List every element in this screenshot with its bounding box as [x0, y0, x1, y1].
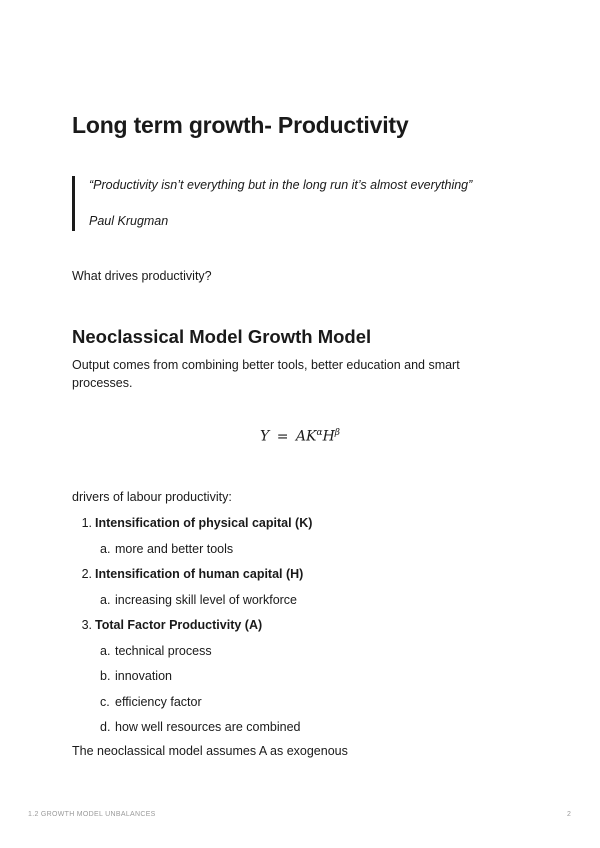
driver-subitem-text: more and better tools — [115, 541, 234, 556]
formula-human-capital-symbol: H — [322, 428, 335, 445]
driver-subitem — [100, 593, 297, 607]
driver-subitem — [100, 669, 172, 683]
question-paragraph: What drives productivity? — [72, 269, 212, 283]
driver-subitem-text: innovation — [115, 669, 172, 683]
quote-block — [72, 176, 532, 231]
page-title: Long term growth- Productivity — [72, 112, 409, 138]
driver-item-marker: 1. — [81, 516, 92, 530]
driver-subitem — [100, 695, 202, 709]
driver-item — [72, 618, 262, 632]
driver-item-marker: 3. — [81, 618, 92, 632]
driver-item — [72, 516, 312, 530]
driver-item — [72, 567, 303, 581]
driver-subitem — [100, 720, 301, 734]
quote-text: “Productivity isn’t everything but in the long run it’s almost everything” — [89, 178, 473, 192]
driver-subitem-marker: c. — [100, 694, 110, 709]
driver-subitem-text: increasing skill level of workforce — [115, 592, 298, 607]
quote-author: Paul Krugman — [89, 214, 169, 228]
footer-section-name: 1.2 GROWTH MODEL UNBALANCES — [28, 811, 156, 818]
intro-paragraph: Output comes from combining better tools, better education and smart processes. — [72, 358, 460, 390]
driver-item-label: Intensification of physical capital (K) — [95, 516, 313, 530]
driver-item-label: Intensification of human capital (H) — [95, 567, 304, 581]
driver-subitem — [100, 542, 233, 556]
driver-subitem-text: technical process — [115, 643, 212, 658]
driver-item-label: Total Factor Productivity (A) — [95, 618, 263, 632]
formula-tfp-symbol: A — [295, 428, 307, 445]
driver-subitem-marker: a. — [100, 592, 111, 607]
drivers-label: drivers of labour productivity: — [72, 490, 232, 504]
formula-capital-symbol: K — [306, 428, 317, 445]
driver-subitem-marker: a. — [100, 643, 111, 658]
conclusion-paragraph: The neoclassical model assumes A as exogenous — [72, 744, 348, 758]
driver-subitem-text: how well resources are combined — [115, 720, 301, 734]
driver-subitem-text: efficiency factor — [115, 694, 202, 709]
production-function-formula — [0, 428, 600, 445]
driver-subitem-marker: b. — [100, 669, 111, 683]
driver-subitem — [100, 644, 212, 658]
driver-subitem-marker: a. — [100, 541, 111, 556]
formula-alpha-exponent: α — [316, 428, 323, 438]
section-heading: Neoclassical Model Growth Model — [72, 326, 372, 347]
formula-equals-sign: = — [276, 428, 289, 445]
driver-item-marker: 2. — [81, 567, 92, 581]
driver-subitem-marker: d. — [100, 720, 111, 734]
formula-beta-exponent: β — [334, 428, 340, 438]
footer-page-number: 2 — [567, 811, 571, 818]
formula-output-symbol: Y — [260, 428, 270, 445]
